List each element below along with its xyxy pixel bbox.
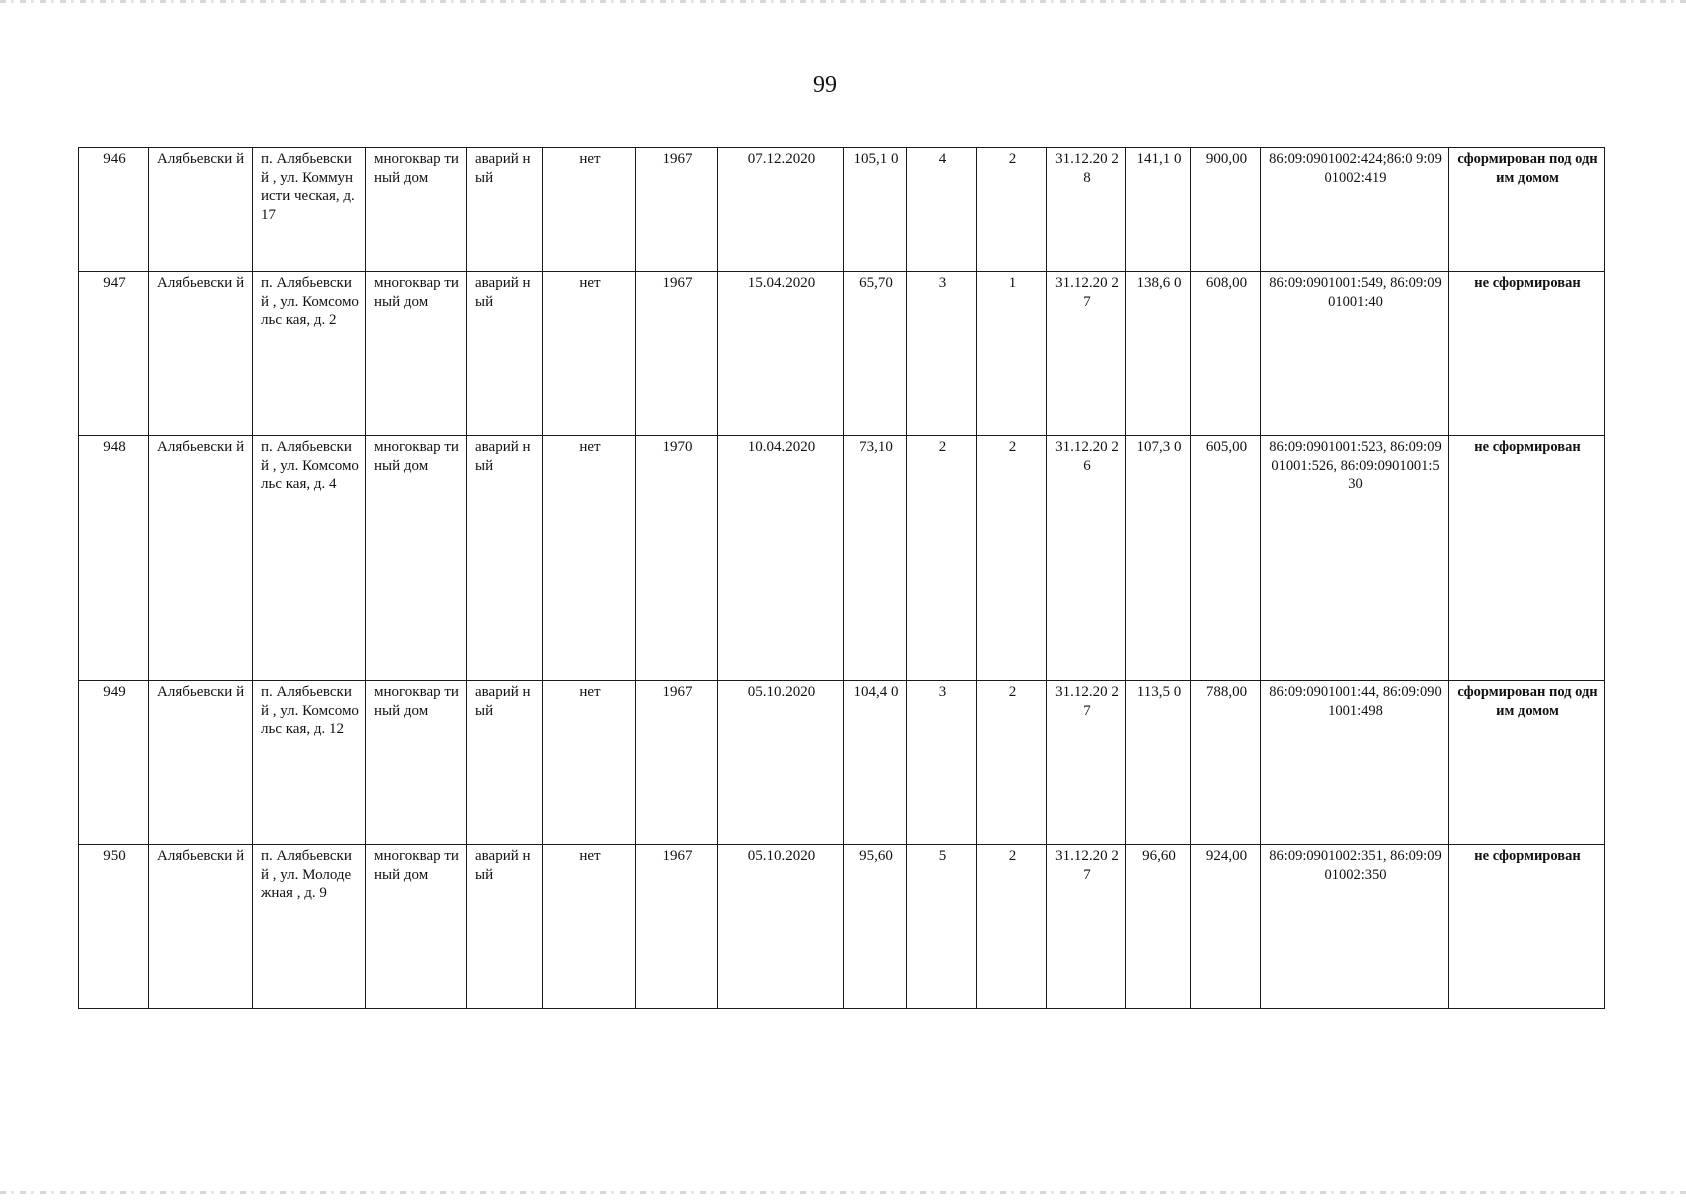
area-cell: 95,60 xyxy=(844,845,907,1009)
municipality-cell: Алябьевски й xyxy=(149,272,253,436)
municipality-cell: Алябьевски й xyxy=(149,845,253,1009)
row-number: 947 xyxy=(79,272,149,436)
house-type-cell: многоквар тиный дом xyxy=(366,681,467,845)
flag-cell: нет xyxy=(543,845,636,1009)
deadline-cell: 31.12.20 27 xyxy=(1047,272,1126,436)
area-cell: 73,10 xyxy=(844,436,907,681)
status-cell: не сформирован xyxy=(1449,845,1605,1009)
date-cell: 05.10.2020 xyxy=(718,845,844,1009)
status-cell: сформирован под одним домом xyxy=(1449,681,1605,845)
row-number: 949 xyxy=(79,681,149,845)
area-cell: 105,1 0 xyxy=(844,148,907,272)
count-b-cell: 2 xyxy=(977,845,1047,1009)
cadastre-cell: 86:09:0901002:351, 86:09:0901002:350 xyxy=(1261,845,1449,1009)
house-type-cell: многоквар тиный дом xyxy=(366,272,467,436)
deadline-cell: 31.12.20 27 xyxy=(1047,845,1126,1009)
row-number: 948 xyxy=(79,436,149,681)
date-cell: 05.10.2020 xyxy=(718,681,844,845)
municipality-cell: Алябьевски й xyxy=(149,148,253,272)
table-row xyxy=(79,272,1605,436)
area2-cell: 107,3 0 xyxy=(1126,436,1191,681)
table-row xyxy=(79,436,1605,681)
address-cell: п. Алябьевский , ул. Молодежная , д. 9 xyxy=(253,845,366,1009)
area-cell: 104,4 0 xyxy=(844,681,907,845)
address-cell: п. Алябьевский , ул. Коммунисти ческая, д. 17 xyxy=(253,148,366,272)
year-cell: 1967 xyxy=(636,845,718,1009)
count-a-cell: 3 xyxy=(907,681,977,845)
area2-cell: 138,6 0 xyxy=(1126,272,1191,436)
municipality-cell: Алябьевски й xyxy=(149,436,253,681)
scan-bottom-edge xyxy=(0,1191,1686,1194)
deadline-cell: 31.12.20 28 xyxy=(1047,148,1126,272)
area3-cell: 605,00 xyxy=(1191,436,1261,681)
year-cell: 1967 xyxy=(636,272,718,436)
condition-cell: аварий ный xyxy=(467,681,543,845)
count-a-cell: 2 xyxy=(907,436,977,681)
condition-cell: аварий ный xyxy=(467,272,543,436)
page-number: 99 xyxy=(813,72,837,98)
flag-cell: нет xyxy=(543,681,636,845)
status-cell: сформирован под одним домом xyxy=(1449,148,1605,272)
date-cell: 10.04.2020 xyxy=(718,436,844,681)
count-b-cell: 2 xyxy=(977,148,1047,272)
row-number: 950 xyxy=(79,845,149,1009)
count-b-cell: 2 xyxy=(977,681,1047,845)
condition-cell: аварий ный xyxy=(467,436,543,681)
year-cell: 1967 xyxy=(636,148,718,272)
date-cell: 15.04.2020 xyxy=(718,272,844,436)
area2-cell: 141,1 0 xyxy=(1126,148,1191,272)
cadastre-cell: 86:09:0901002:424;86:0 9:0901002:419 xyxy=(1261,148,1449,272)
scan-top-edge xyxy=(0,0,1686,3)
table-row xyxy=(79,148,1605,272)
count-a-cell: 5 xyxy=(907,845,977,1009)
table-row xyxy=(79,845,1605,1009)
deadline-cell: 31.12.20 26 xyxy=(1047,436,1126,681)
cadastre-cell: 86:09:0901001:44, 86:09:0901001:498 xyxy=(1261,681,1449,845)
area3-cell: 788,00 xyxy=(1191,681,1261,845)
registry-body xyxy=(79,148,1605,1009)
house-type-cell: многоквар тиный дом xyxy=(366,845,467,1009)
address-cell: п. Алябьевский , ул. Комсомольс кая, д. 4 xyxy=(253,436,366,681)
house-type-cell: многоквар тиный дом xyxy=(366,148,467,272)
cadastre-cell: 86:09:0901001:549, 86:09:0901001:40 xyxy=(1261,272,1449,436)
address-cell: п. Алябьевский , ул. Комсомольс кая, д. 12 xyxy=(253,681,366,845)
house-type-cell: многоквар тиный дом xyxy=(366,436,467,681)
year-cell: 1970 xyxy=(636,436,718,681)
area-cell: 65,70 xyxy=(844,272,907,436)
cadastre-cell: 86:09:0901001:523, 86:09:0901001:526, 86:09:0901001:530 xyxy=(1261,436,1449,681)
status-cell: не сформирован xyxy=(1449,272,1605,436)
date-cell: 07.12.2020 xyxy=(718,148,844,272)
count-b-cell: 2 xyxy=(977,436,1047,681)
area2-cell: 96,60 xyxy=(1126,845,1191,1009)
status-cell: не сформирован xyxy=(1449,436,1605,681)
count-a-cell: 3 xyxy=(907,272,977,436)
count-a-cell: 4 xyxy=(907,148,977,272)
row-number: 946 xyxy=(79,148,149,272)
area3-cell: 924,00 xyxy=(1191,845,1261,1009)
year-cell: 1967 xyxy=(636,681,718,845)
deadline-cell: 31.12.20 27 xyxy=(1047,681,1126,845)
area3-cell: 608,00 xyxy=(1191,272,1261,436)
flag-cell: нет xyxy=(543,272,636,436)
area3-cell: 900,00 xyxy=(1191,148,1261,272)
flag-cell: нет xyxy=(543,148,636,272)
count-b-cell: 1 xyxy=(977,272,1047,436)
condition-cell: аварий ный xyxy=(467,845,543,1009)
flag-cell: нет xyxy=(543,436,636,681)
area2-cell: 113,5 0 xyxy=(1126,681,1191,845)
table-row xyxy=(79,681,1605,845)
condition-cell: аварий ный xyxy=(467,148,543,272)
address-cell: п. Алябьевский , ул. Комсомольс кая, д. 2 xyxy=(253,272,366,436)
housing-registry-table xyxy=(78,147,1605,1009)
municipality-cell: Алябьевски й xyxy=(149,681,253,845)
